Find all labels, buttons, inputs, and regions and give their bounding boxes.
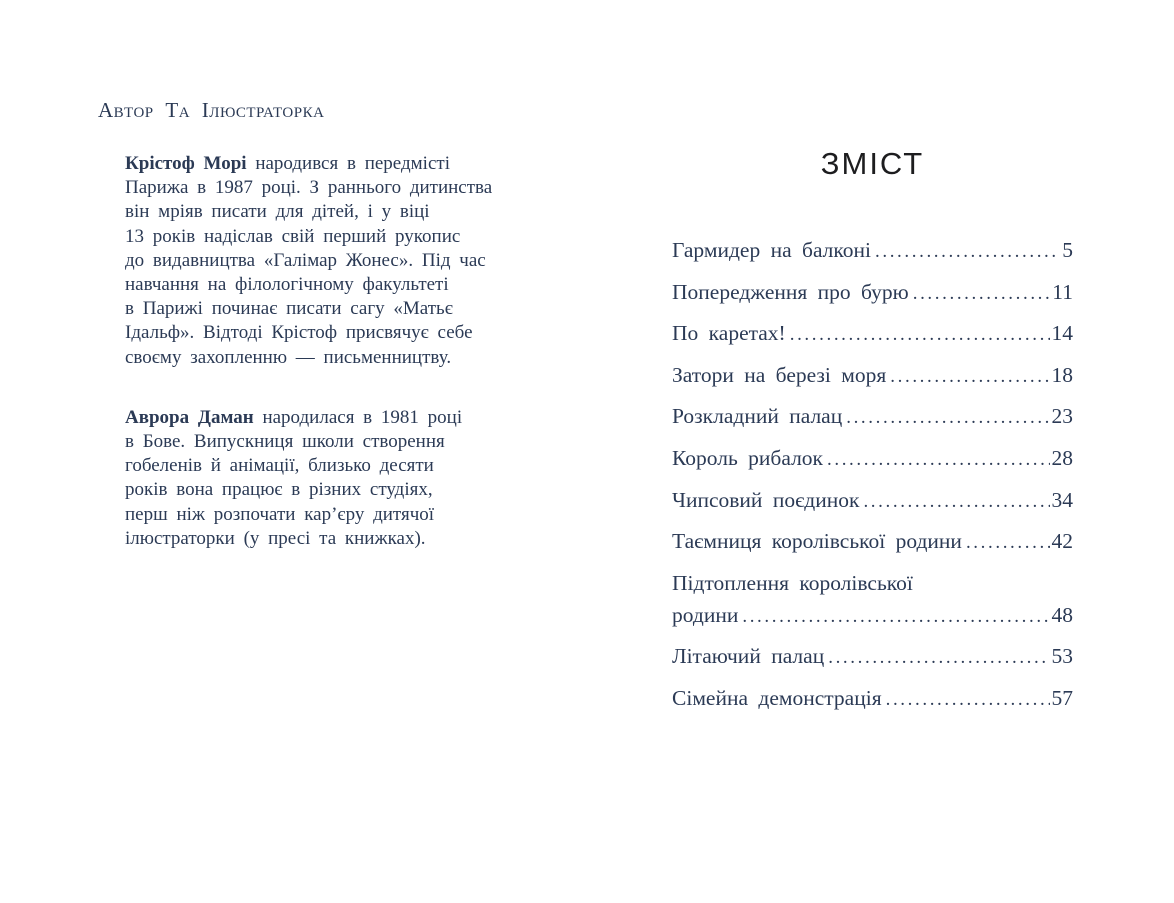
toc-page-number: 14 xyxy=(1051,321,1073,346)
toc-entry-title: Розкладний палац xyxy=(672,404,843,429)
toc-page-number: 5 xyxy=(1062,238,1073,262)
toc-entry xyxy=(672,686,1073,728)
toc-page-number: 42 xyxy=(1051,529,1073,554)
toc-entry-title: Сімейна демонстрація xyxy=(672,685,882,710)
text-line: до видавництва «Галімар Жонес». Під час xyxy=(125,249,486,271)
dot-leader xyxy=(827,446,1050,471)
dot-leader xyxy=(863,488,1049,513)
toc-page-number: 23 xyxy=(1051,404,1073,429)
text-line: він мріяв писати для дітей, і у віці xyxy=(125,201,430,223)
author-section-title: Автор Та Ілюстраторка xyxy=(98,98,325,122)
toc-page-number: 53 xyxy=(1051,644,1073,669)
dot-leader xyxy=(742,603,1049,628)
dot-leader xyxy=(886,686,1050,711)
toc-entry xyxy=(672,238,1073,280)
toc-page-number: 18 xyxy=(1051,362,1073,387)
toc-entry-title: Король рибалок xyxy=(672,445,823,470)
toc-entry xyxy=(672,644,1073,686)
toc-entry-title: По каретах! xyxy=(672,321,786,346)
toc-entry-title: Затори на березі моря xyxy=(672,362,887,387)
text-line: своєму захопленню — письменництву. xyxy=(125,346,452,368)
text-line: 13 років надіслав свій перший рукопис xyxy=(125,225,461,247)
dot-leader xyxy=(966,529,1050,554)
dot-leader xyxy=(828,644,1049,669)
toc-page-number: 48 xyxy=(1051,602,1073,627)
toc-page-number: 57 xyxy=(1051,685,1073,710)
dot-leader xyxy=(890,363,1049,388)
text-line: перш ніж розпочати кар’єру дитячої xyxy=(125,503,435,525)
text-line: Ідальф». Відтоді Крістоф присвячує себе xyxy=(125,322,473,344)
toc-entry xyxy=(672,363,1073,405)
toc-entry-title: Таємниця королівської родини xyxy=(672,529,962,554)
author-name-bold: Крістоф Морі xyxy=(125,153,247,174)
toc-page-number: 34 xyxy=(1051,487,1073,512)
text-line: навчання на філологічному факультеті xyxy=(125,274,449,296)
text-line: Крістоф Морі народився в передмісті xyxy=(125,153,450,174)
toc-entry-title: Літаючий палац xyxy=(672,644,825,669)
toc-entry xyxy=(672,603,1073,645)
toc-entry xyxy=(672,571,1073,603)
toc-entry-title: Попередження про бурю xyxy=(672,279,909,304)
left-page xyxy=(98,98,493,587)
toc-entry-title: Гармидер на балконі xyxy=(672,238,871,262)
text-line: гобеленів й анімації, близько десяти xyxy=(125,455,434,477)
text-line: Парижа в 1987 році. З раннього дитинства xyxy=(125,177,493,199)
toc-entry-title: Підтоплення королівської xyxy=(672,570,913,595)
right-page xyxy=(672,146,1073,728)
text-line: років вона працює в різних студіях, xyxy=(125,479,433,501)
toc-page-number: 11 xyxy=(1052,279,1073,304)
toc-entry-title: родини xyxy=(672,602,739,627)
dot-leader xyxy=(790,321,1050,346)
toc-page-number: 28 xyxy=(1051,445,1073,470)
illustrator-paragraph xyxy=(125,406,490,551)
dot-leader xyxy=(875,238,1060,263)
toc-entry xyxy=(672,280,1073,322)
author-bio-block xyxy=(125,152,493,551)
text-line: в Бове. Випускниця школи створення xyxy=(125,431,445,453)
illustrator-name-bold: Аврора Даман xyxy=(125,406,254,428)
toc-entry xyxy=(672,446,1073,488)
author-paragraph xyxy=(125,152,493,370)
toc-entry xyxy=(672,488,1073,530)
text-line: в Парижі починає писати сагу «Матьє xyxy=(125,298,453,320)
toc-entry-title: Чипсовий поєдинок xyxy=(672,487,860,512)
dot-leader xyxy=(913,280,1051,305)
toc-entry xyxy=(672,404,1073,446)
toc-list xyxy=(672,238,1073,728)
contents-title: ЗМІСТ xyxy=(820,146,925,181)
text-line: ілюстраторки (у пресі та книжках). xyxy=(125,527,426,549)
toc-entry xyxy=(672,529,1073,571)
text-line: Аврора Даман народилася в 1981 році xyxy=(125,406,463,428)
toc-entry xyxy=(672,321,1073,363)
dot-leader xyxy=(846,404,1049,429)
